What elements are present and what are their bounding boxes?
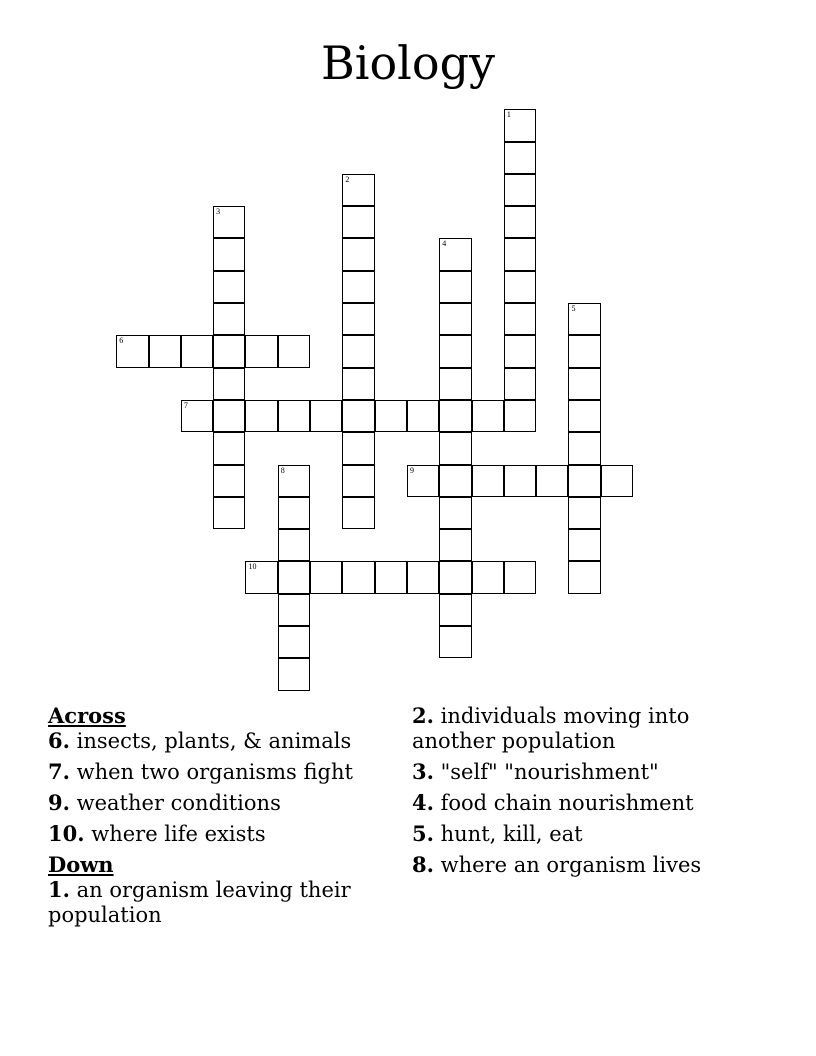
clue-number: 10. (48, 821, 85, 846)
crossword-cell[interactable] (278, 626, 310, 658)
clue-text: "self" "nourishment" (440, 760, 659, 784)
clue-text: hunt, kill, eat (440, 822, 583, 846)
crossword-cell[interactable] (310, 400, 342, 432)
clue-number: 1. (48, 877, 70, 902)
crossword-cell[interactable] (439, 497, 471, 529)
crossword-cell[interactable] (568, 497, 600, 529)
clue-number-label: 1 (506, 110, 511, 120)
crossword-cell[interactable] (213, 497, 245, 529)
crossword-cell[interactable] (504, 142, 536, 174)
crossword-cell[interactable] (439, 529, 471, 561)
crossword-cell[interactable] (568, 561, 600, 593)
crossword-cell[interactable] (568, 400, 600, 432)
crossword-cell[interactable] (181, 335, 213, 367)
across-clue-10 (48, 821, 388, 847)
crossword-cell[interactable] (342, 465, 374, 497)
clue-number-label: 2 (345, 174, 350, 184)
clue-text: an organism leaving their population (48, 878, 351, 927)
crossword-cell[interactable] (536, 465, 568, 497)
crossword-cell[interactable] (213, 303, 245, 335)
crossword-cell[interactable] (504, 271, 536, 303)
crossword-cell[interactable] (407, 465, 439, 497)
clue-text: where life exists (91, 822, 266, 846)
crossword-cell[interactable] (342, 174, 374, 206)
crossword-cell[interactable] (375, 400, 407, 432)
crossword-cell[interactable] (504, 174, 536, 206)
crossword-cell[interactable] (342, 206, 374, 238)
crossword-cell[interactable] (213, 238, 245, 270)
crossword-cell[interactable] (439, 271, 471, 303)
crossword-cell[interactable] (342, 335, 374, 367)
crossword-cell[interactable] (278, 594, 310, 626)
crossword-cell[interactable] (407, 561, 439, 593)
crossword-cell[interactable] (213, 432, 245, 464)
crossword-cell[interactable] (568, 432, 600, 464)
crossword-cell[interactable] (278, 335, 310, 367)
crossword-cell[interactable] (407, 400, 439, 432)
crossword-cell[interactable] (568, 529, 600, 561)
crossword-cell[interactable] (439, 432, 471, 464)
crossword-cell[interactable] (149, 335, 181, 367)
clues-right-column (412, 703, 752, 883)
crossword-cell[interactable] (342, 561, 374, 593)
crossword-cell[interactable] (278, 658, 310, 690)
clue-text: where an organism lives (440, 853, 702, 877)
crossword-cell[interactable] (568, 368, 600, 400)
down-clue-1 (48, 877, 388, 928)
crossword-cell[interactable] (504, 400, 536, 432)
down-clue-2 (412, 703, 752, 754)
clue-number: 4. (412, 790, 434, 815)
clue-number-label: 9 (409, 465, 414, 475)
crossword-cell[interactable] (439, 238, 471, 270)
down-clue-8 (412, 852, 752, 878)
clue-text: individuals moving into another population (412, 704, 690, 753)
crossword-cell[interactable] (342, 497, 374, 529)
crossword-cell[interactable] (504, 335, 536, 367)
clues-left-column (48, 703, 388, 933)
across-clue-7 (48, 759, 388, 785)
crossword-cell[interactable] (342, 432, 374, 464)
clue-number: 6. (48, 728, 70, 753)
crossword-cell[interactable] (568, 335, 600, 367)
crossword-cell[interactable] (568, 303, 600, 335)
crossword-cell[interactable] (245, 335, 277, 367)
crossword-cell[interactable] (568, 465, 600, 497)
crossword-cell[interactable] (213, 271, 245, 303)
down-heading: Down (48, 852, 114, 877)
crossword-cell[interactable] (310, 561, 342, 593)
crossword-cell[interactable] (116, 335, 148, 367)
crossword-cell[interactable] (245, 400, 277, 432)
crossword-cell[interactable] (342, 238, 374, 270)
crossword-cell[interactable] (439, 368, 471, 400)
down-clue-3 (412, 759, 752, 785)
clue-number: 7. (48, 759, 70, 784)
crossword-cell[interactable] (504, 465, 536, 497)
clue-number-label: 7 (183, 400, 188, 410)
down-clue-5 (412, 821, 752, 847)
crossword-cell[interactable] (439, 594, 471, 626)
clue-text: food chain nourishment (440, 791, 694, 815)
crossword-cell[interactable] (375, 561, 407, 593)
clue-number: 3. (412, 759, 434, 784)
crossword-cell[interactable] (213, 400, 245, 432)
clue-number: 8. (412, 852, 434, 877)
crossword-cell[interactable] (342, 400, 374, 432)
crossword-cell[interactable] (439, 400, 471, 432)
down-clue-4 (412, 790, 752, 816)
crossword-cell[interactable] (213, 206, 245, 238)
across-clue-9 (48, 790, 388, 816)
clue-number-label: 8 (280, 465, 285, 475)
crossword-cell[interactable] (278, 529, 310, 561)
crossword-cell[interactable] (439, 335, 471, 367)
clue-number: 9. (48, 790, 70, 815)
crossword-cell[interactable] (342, 368, 374, 400)
crossword-cell[interactable] (278, 465, 310, 497)
crossword-cell[interactable] (213, 368, 245, 400)
crossword-cell[interactable] (342, 271, 374, 303)
crossword-cell[interactable] (504, 561, 536, 593)
clue-number-label: 5 (571, 304, 576, 314)
crossword-cell[interactable] (213, 465, 245, 497)
crossword-cell[interactable] (472, 561, 504, 593)
page-title: Biology (320, 36, 496, 90)
crossword-cell[interactable] (213, 335, 245, 367)
crossword-cell[interactable] (439, 561, 471, 593)
clue-text: insects, plants, & animals (76, 729, 352, 753)
crossword-cell[interactable] (472, 465, 504, 497)
crossword-grid (117, 110, 677, 710)
crossword-cell[interactable] (439, 465, 471, 497)
clue-number-label: 10 (248, 562, 257, 572)
crossword-cell[interactable] (504, 109, 536, 141)
crossword-cell[interactable] (278, 400, 310, 432)
crossword-cell[interactable] (504, 303, 536, 335)
crossword-cell[interactable] (504, 238, 536, 270)
crossword-cell[interactable] (472, 400, 504, 432)
crossword-cell[interactable] (342, 303, 374, 335)
across-heading: Across (48, 703, 126, 728)
crossword-cell[interactable] (278, 561, 310, 593)
crossword-cell[interactable] (181, 400, 213, 432)
clue-number-label: 3 (216, 207, 221, 217)
clue-text: weather conditions (76, 791, 281, 815)
crossword-cell[interactable] (439, 626, 471, 658)
clue-number-label: 6 (119, 336, 124, 346)
crossword-cell[interactable] (504, 206, 536, 238)
crossword-cell[interactable] (504, 368, 536, 400)
clue-number-label: 4 (442, 239, 447, 249)
clue-number: 2. (412, 703, 434, 728)
clue-number: 5. (412, 821, 434, 846)
crossword-cell[interactable] (601, 465, 633, 497)
crossword-cell[interactable] (439, 303, 471, 335)
clue-text: when two organisms fight (76, 760, 353, 784)
crossword-cell[interactable] (245, 561, 277, 593)
crossword-cell[interactable] (278, 497, 310, 529)
across-clue-6 (48, 728, 388, 754)
